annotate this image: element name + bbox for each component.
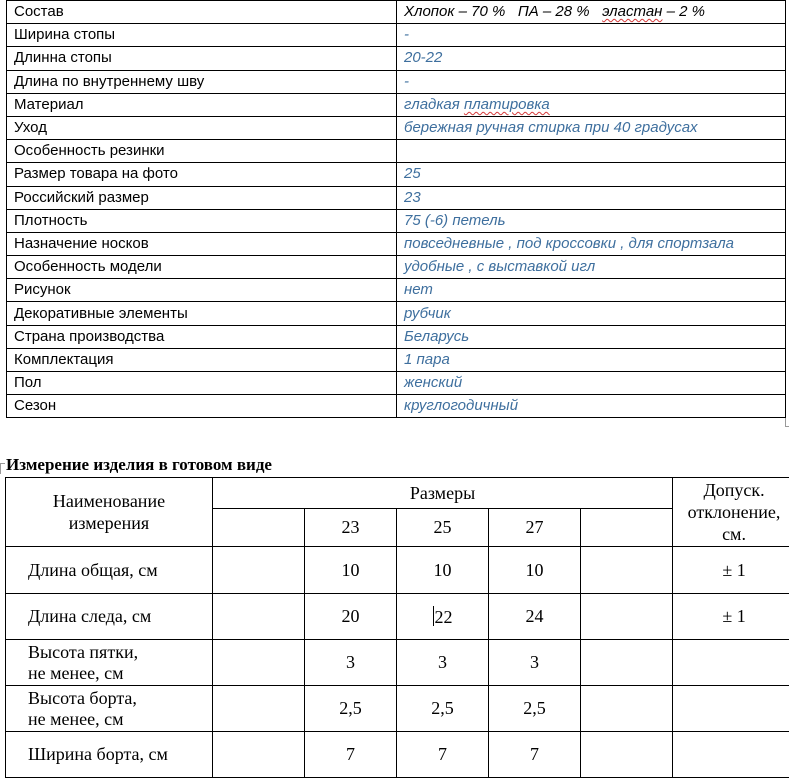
measurement-row	[6, 547, 789, 594]
property-value: нет	[397, 279, 786, 302]
property-row	[7, 1, 786, 24]
size-cell: 23	[305, 509, 397, 547]
measurement-name: Ширина борта, см	[6, 732, 213, 778]
value-cell-empty	[581, 547, 673, 594]
property-value: удобные , с выставкой игл	[397, 256, 786, 279]
property-row	[7, 302, 786, 325]
property-value: -	[397, 70, 786, 93]
properties-body	[7, 1, 786, 418]
measurement-value: 24	[489, 594, 581, 640]
text-mark	[0, 463, 5, 474]
measurement-value	[397, 594, 489, 640]
measurement-value: 2,5	[305, 686, 397, 732]
property-value: Беларусь	[397, 325, 786, 348]
property-row	[7, 209, 786, 232]
property-value: 20-22	[397, 47, 786, 70]
header-sizes: Размеры	[213, 478, 673, 509]
measurement-value: 20	[305, 594, 397, 640]
property-key: Особенность резинки	[7, 140, 397, 163]
property-row	[7, 93, 786, 116]
value-cell-empty	[213, 594, 305, 640]
property-row	[7, 256, 786, 279]
measurement-row	[6, 686, 789, 732]
property-row	[7, 163, 786, 186]
property-key: Российский размер	[7, 186, 397, 209]
value-cell-empty	[213, 640, 305, 686]
property-value: гладкая платировка	[397, 93, 786, 116]
property-row	[7, 140, 786, 163]
value-cell-empty	[213, 686, 305, 732]
measurement-value: 2,5	[397, 686, 489, 732]
measurement-value: 7	[305, 732, 397, 778]
size-cell-empty	[213, 509, 305, 547]
property-key: Длина по внутреннему шву	[7, 70, 397, 93]
property-key: Рисунок	[7, 279, 397, 302]
measurement-name: Длина следа, см	[6, 594, 213, 640]
property-value: женский	[397, 372, 786, 395]
spellcheck-word: платировка	[464, 96, 550, 113]
property-key: Декоративные элементы	[7, 302, 397, 325]
property-key: Материал	[7, 93, 397, 116]
property-value: 23	[397, 186, 786, 209]
measurement-value: 3	[305, 640, 397, 686]
measurement-value: 10	[489, 547, 581, 594]
property-value: рубчик	[397, 302, 786, 325]
value-cell-empty	[213, 547, 305, 594]
property-value: 75 (-6) петель	[397, 209, 786, 232]
property-value: -	[397, 24, 786, 47]
table-end-mark	[785, 418, 789, 427]
property-value: 1 пара	[397, 348, 786, 371]
measurement-value: 3	[397, 640, 489, 686]
measurement-value: 3	[489, 640, 581, 686]
header-tolerance: Допуск. отклонение, см.	[673, 478, 789, 547]
property-row	[7, 325, 786, 348]
property-value	[397, 1, 786, 24]
measurement-name: Длина общая, см	[6, 547, 213, 594]
value-cell-empty	[581, 686, 673, 732]
property-key: Ширина стопы	[7, 24, 397, 47]
property-row	[7, 70, 786, 93]
composition-elastane-pct: – 2 %	[667, 3, 705, 20]
property-key: Пол	[7, 372, 397, 395]
measurement-row	[6, 640, 789, 686]
measurement-value: 2,5	[489, 686, 581, 732]
measurement-tolerance	[673, 640, 789, 686]
measurement-tolerance: ± 1	[673, 547, 789, 594]
size-cell: 27	[489, 509, 581, 547]
measurement-value-text: 22	[435, 607, 453, 627]
property-row	[7, 372, 786, 395]
measurement-value: 7	[489, 732, 581, 778]
measurement-value: 10	[305, 547, 397, 594]
composition-cotton: Хлопок – 70 %	[404, 3, 505, 20]
property-key: Особенность модели	[7, 256, 397, 279]
property-row	[7, 395, 786, 418]
meas-header-row	[6, 478, 789, 509]
size-cell: 25	[397, 509, 489, 547]
measurement-value: 10	[397, 547, 489, 594]
measurement-tolerance	[673, 686, 789, 732]
measurement-name: Высота борта, не менее, см	[6, 686, 213, 732]
property-key: Длинна стопы	[7, 47, 397, 70]
property-key: Состав	[7, 1, 397, 24]
header-name-col: Наименование измерения	[6, 478, 213, 547]
property-key: Назначение носков	[7, 232, 397, 255]
measurements-table	[5, 477, 789, 778]
measurements-title	[6, 455, 272, 475]
property-value	[397, 140, 786, 163]
property-row	[7, 232, 786, 255]
composition-elastane-word: эластан	[602, 3, 662, 20]
property-row	[7, 279, 786, 302]
measurements-body	[6, 478, 789, 778]
property-value: 25	[397, 163, 786, 186]
property-key: Размер товара на фото	[7, 163, 397, 186]
property-row	[7, 47, 786, 70]
property-row	[7, 116, 786, 139]
property-key: Плотность	[7, 209, 397, 232]
property-key: Сезон	[7, 395, 397, 418]
property-value: круглогодичный	[397, 395, 786, 418]
composition-pa: ПА – 28 %	[518, 3, 590, 20]
value-cell-empty	[581, 594, 673, 640]
property-value: повседневные , под кроссовки , для спортзала	[397, 232, 786, 255]
value-cell-empty	[581, 640, 673, 686]
property-value: бережная ручная стирка при 40 градусах	[397, 116, 786, 139]
measurement-value: 7	[397, 732, 489, 778]
measurement-tolerance: ± 1	[673, 594, 789, 640]
property-key: Страна производства	[7, 325, 397, 348]
text-cursor	[433, 606, 434, 626]
property-key: Уход	[7, 116, 397, 139]
property-key: Комплектация	[7, 348, 397, 371]
property-row	[7, 24, 786, 47]
size-cell-empty	[581, 509, 673, 547]
measurements-title-text: Измерение изделия в готовом виде	[6, 455, 272, 474]
measurement-row	[6, 594, 789, 640]
property-row	[7, 348, 786, 371]
measurement-name: Высота пятки, не менее, см	[6, 640, 213, 686]
property-row	[7, 186, 786, 209]
product-properties-table	[6, 0, 786, 418]
